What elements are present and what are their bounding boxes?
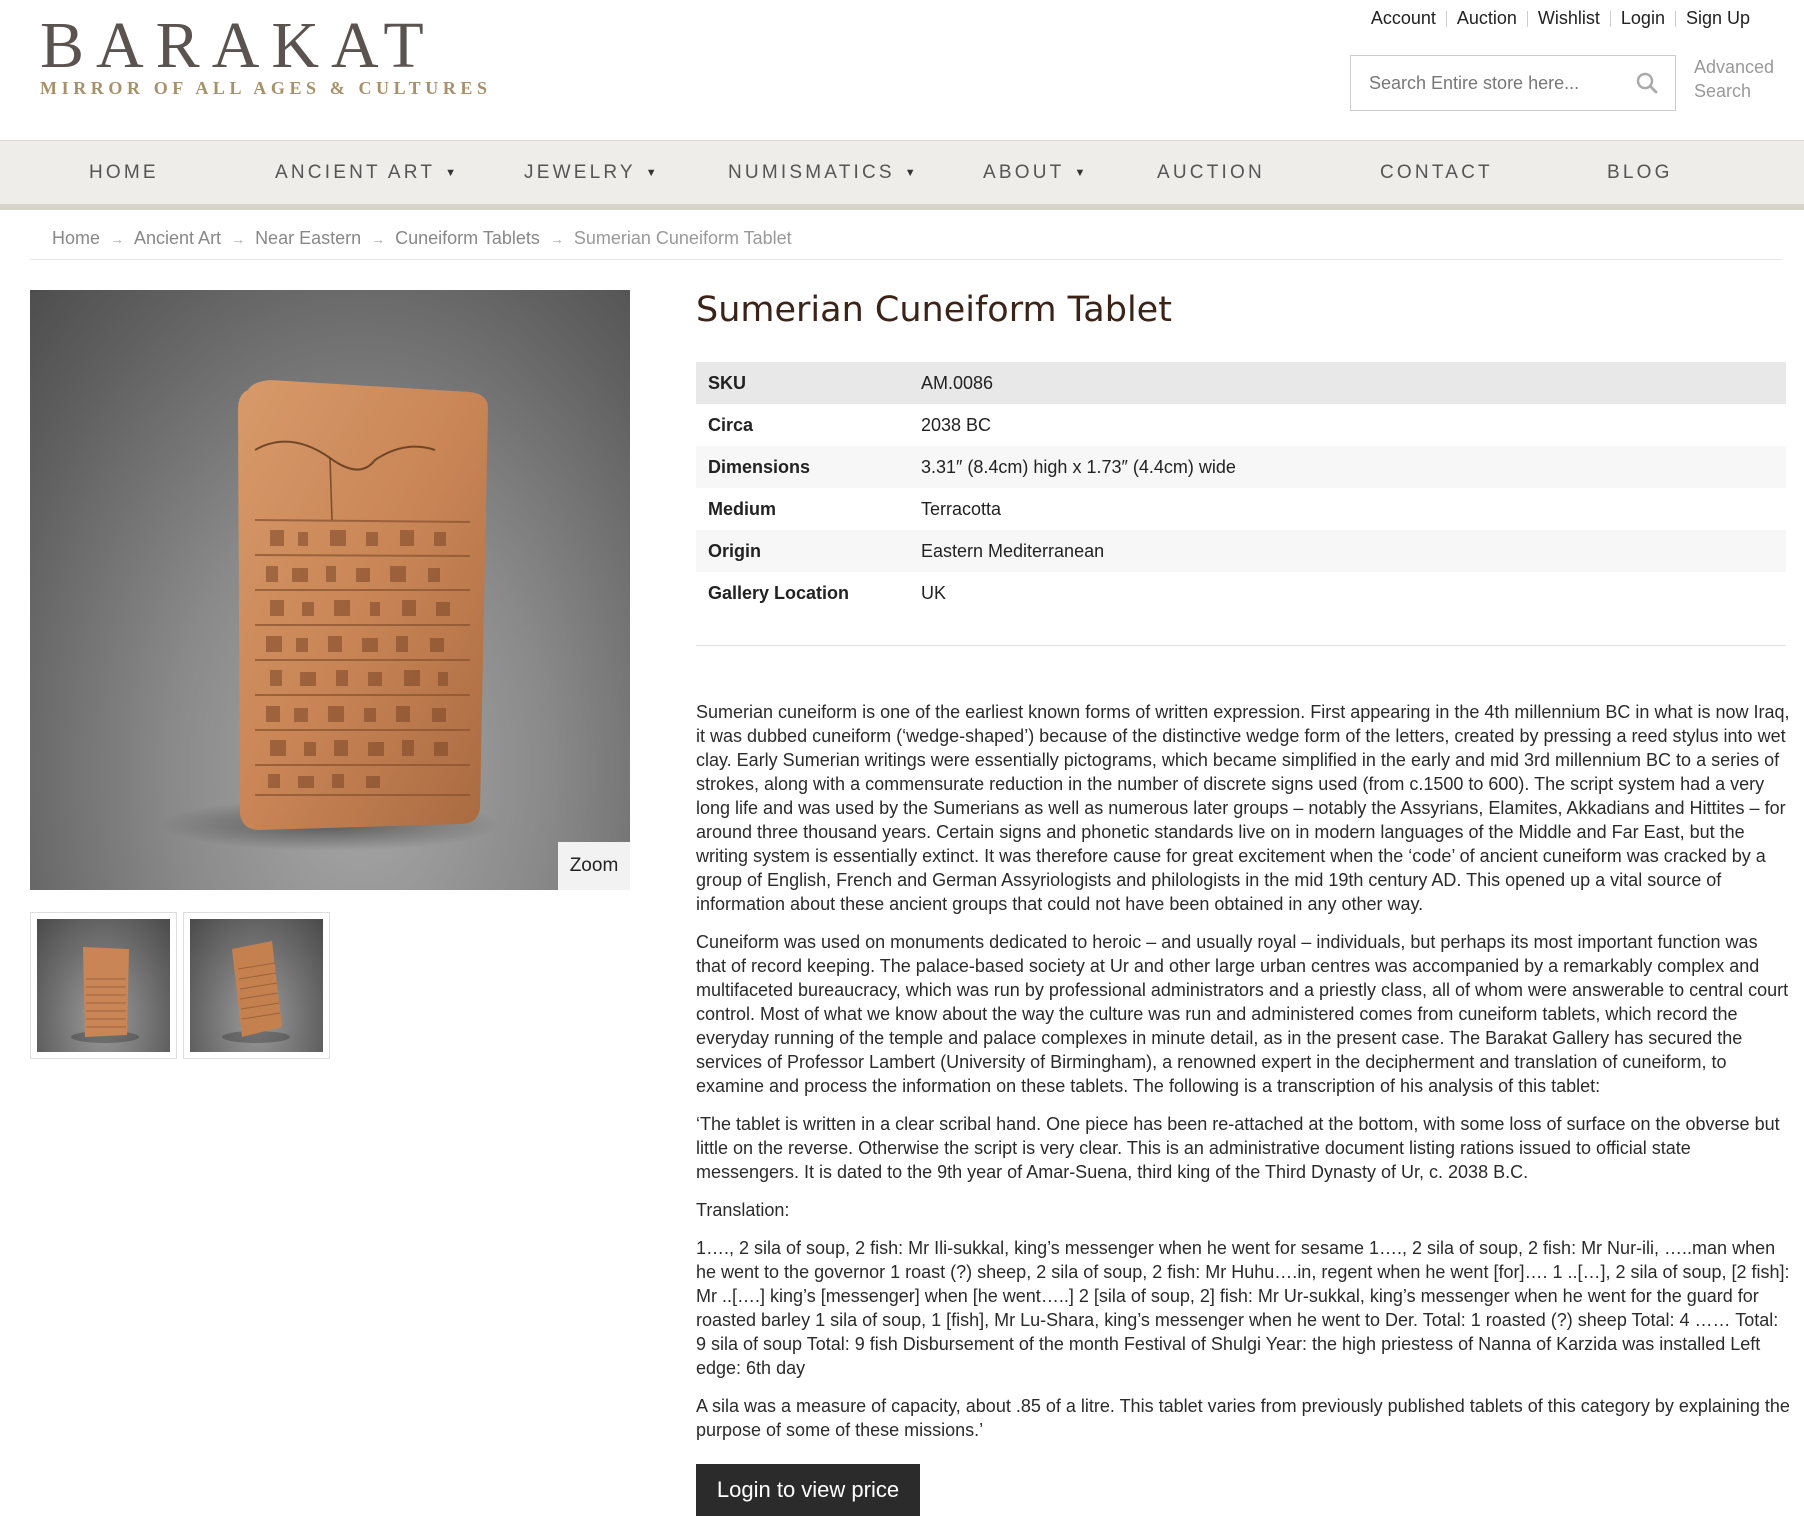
search-icon[interactable] (1619, 55, 1675, 111)
account-link[interactable]: Account (1370, 8, 1436, 28)
spec-row-sku (696, 362, 1786, 404)
spec-row-origin (696, 530, 1786, 572)
section-divider (696, 645, 1786, 646)
main-nav (0, 140, 1804, 210)
description-paragraph: Sumerian cuneiform is one of the earliest known forms of written expression. First appearing in the 4th millennium BC in what is now Iraq, it was dubbed cuneiform (‘wedge-shaped’) because of the distinctive wedge form of the letters, created by pressing a reed stylus into wet clay. Early Sumerian writings were essentially pictograms, which became simplified in the early and mid 3rd millennium BC to a series of strokes, along with a commensurate reduction in the number of discrete signs used (from c.1500 to 600). The script system had a very long life and was used by the Sumerians as well as numerous later groups – notably the Assyrians, Elamites, Akkadians and Hittites – for around three thousand years. Certain signs and phonetic standards live on in modern languages of the Middle and Far East, but the writing system is essentially extinct. It was therefore cause for great excitement when the ‘code’ of ancient cuneiform was cracked by a group of English, French and German Assyriologists and philologists in the mid 19th century AD. This opened up a vital source of information about these ancient groups that could not have been obtained in any other way. (696, 702, 1790, 914)
chevron-down-icon: ▼ (1074, 167, 1086, 179)
nav-label: CONTACT (1380, 162, 1493, 183)
spec-value: Eastern Mediterranean (909, 530, 1786, 572)
spec-label: Gallery Location (708, 582, 850, 603)
logo-tagline: MIRROR OF ALL AGES & CULTURES (40, 78, 492, 98)
arrow-right-icon: → (231, 230, 246, 247)
nav-label: ABOUT (983, 162, 1065, 183)
login-link[interactable]: Login (1620, 8, 1665, 28)
signup-link[interactable]: Sign Up (1685, 8, 1750, 28)
nav-numismatics[interactable] (728, 141, 916, 205)
nav-label: AUCTION (1157, 162, 1265, 183)
breadcrumb-current: Sumerian Cuneiform Tablet (573, 228, 792, 248)
breadcrumb-ancient-art[interactable]: Ancient Art (134, 228, 222, 248)
description-paragraph: Translation: (696, 1200, 790, 1220)
nav-label: JEWELRY (524, 162, 636, 183)
product-title: Sumerian Cuneiform Tablet (696, 290, 1172, 330)
top-links (1371, 8, 1750, 29)
chevron-down-icon: ▼ (904, 167, 916, 179)
spec-value: 3.31″ (8.4cm) high x 1.73″ (4.4cm) wide (909, 446, 1786, 488)
zoom-button[interactable]: Zoom (558, 842, 630, 890)
spec-value: AM.0086 (909, 362, 1786, 404)
description-paragraph: Cuneiform was used on monuments dedicated to heroic – and usually royal – individuals, but perhaps its most important function was that of record keeping. The palace-based society at Ur and other large urban centres was accompanied by a remarkably complex and multifaceted bureaucracy, which was run by professional administrators and a priestly class, all of whom were answerable to central court control. Most of what we know about the way the culture was run and administered comes from cuneiform tablets, which record the everyday running of the temple and palace complexes in minute detail, as in the present case. The Barakat Gallery has secured the services of Professor Lambert (University of Birmingham), a renowned expert in the decipherment and translation of cuneiform, to examine and process the information on these tablets. The following is a transcription of his analysis of this tablet: (696, 932, 1789, 1096)
product-description (696, 700, 1790, 1456)
description-paragraph: ‘The tablet is written in a clear scribal hand. One piece has been re-attached at the bottom, with some loss of surface on the obverse but little on the reverse. Otherwise the script is very clear. This is an administrative document listing rations issued to official state messengers. It is dated to the 9th year of Amar-Suena, third king of the Third Dynasty of Ur, c. 2038 B.C. (696, 1114, 1780, 1182)
spec-value: Terracotta (921, 498, 1002, 519)
advanced-search-link[interactable]: Advanced Search (1694, 57, 1775, 101)
nav-label: ANCIENT ART (275, 162, 436, 183)
nav-label: BLOG (1607, 162, 1673, 183)
spec-label: Origin (696, 530, 909, 572)
spec-value: 2038 BC (921, 414, 992, 435)
divider (1675, 11, 1676, 27)
search-input[interactable] (1351, 56, 1619, 110)
thumbnail-front[interactable] (30, 912, 177, 1059)
nav-jewelry[interactable] (524, 141, 657, 205)
auction-link[interactable]: Auction (1456, 8, 1517, 28)
product-main-image[interactable] (30, 290, 630, 890)
description-paragraph: A sila was a measure of capacity, about .85 of a litre. This tablet varies from previously published tablets of this category by explaining the purpose of some of these missions.’ (696, 1396, 1790, 1440)
nav-auction[interactable] (1157, 141, 1265, 205)
login-to-view-price-button[interactable]: Login to view price (696, 1464, 920, 1516)
nav-ancient-art[interactable] (275, 141, 456, 205)
search-box (1350, 55, 1676, 111)
divider (1446, 11, 1447, 27)
divider (1527, 11, 1528, 27)
product-specs-table (696, 362, 1786, 614)
nav-label: HOME (89, 162, 159, 183)
nav-contact[interactable] (1380, 141, 1493, 205)
breadcrumb-home[interactable]: Home (52, 228, 101, 248)
breadcrumb-near-eastern[interactable]: Near Eastern (255, 228, 362, 248)
spec-label: SKU (696, 362, 909, 404)
divider (1610, 11, 1611, 27)
description-paragraph: 1…., 2 sila of soup, 2 fish: Mr Ili-sukkal, king’s messenger when he went for sesame 1…., 2 sila of soup, 2 fish: Mr Nur-ili, …..man when he went to the governor 1 roast (?) sheep, 2 sila of soup, 2 fish: Mr Huhu….in, regent when he went [for]…. 1 ..[…], 2 sila of soup, [2 fish]: Mr ..[….] king’s [messenger] when [he went…..] 2 [sila of soup, 2] fish: Mr Ur-sukkal, king’s messenger when he went for the guard for roasted barley 1 sila of soup, 1 [fish], Mr Lu-Shara, king’s messenger when he went to Der. Total: 1 roasted (?) sheep Total: 4 …… Total: 9 sila of soup Total: 9 fish Disbursement of the month Festival of Shulgi Year: the high priestess of Nanna of Karzida was installed Left edge: 6th day (696, 1238, 1790, 1378)
wishlist-link[interactable]: Wishlist (1537, 8, 1600, 28)
spec-value: UK (921, 582, 947, 603)
chevron-down-icon: ▼ (445, 167, 457, 179)
nav-blog[interactable] (1607, 141, 1673, 205)
nav-label: NUMISMATICS (728, 162, 895, 183)
chevron-down-icon: ▼ (645, 167, 657, 179)
breadcrumb-cuneiform-tablets[interactable]: Cuneiform Tablets (395, 228, 540, 248)
thumbnail-side[interactable] (183, 912, 330, 1059)
spec-label: Dimensions (696, 446, 909, 488)
spec-row-gallery-location (696, 572, 1786, 614)
spec-row-medium (696, 488, 1786, 530)
logo-title: BARAKAT (40, 9, 436, 82)
arrow-right-icon: → (371, 230, 386, 247)
nav-about[interactable] (983, 141, 1085, 205)
breadcrumb (30, 218, 1782, 260)
site-logo[interactable] (40, 9, 492, 99)
spec-label: Medium (708, 498, 777, 519)
arrow-right-icon: → (110, 230, 125, 247)
thumbnail-image (37, 919, 170, 1052)
nav-home[interactable] (89, 141, 159, 205)
thumbnail-image (190, 919, 323, 1052)
arrow-right-icon: → (549, 230, 564, 247)
spec-row-circa (696, 404, 1786, 446)
spec-row-dimensions (696, 446, 1786, 488)
spec-label: Circa (708, 414, 754, 435)
tablet-illustration (30, 290, 630, 890)
